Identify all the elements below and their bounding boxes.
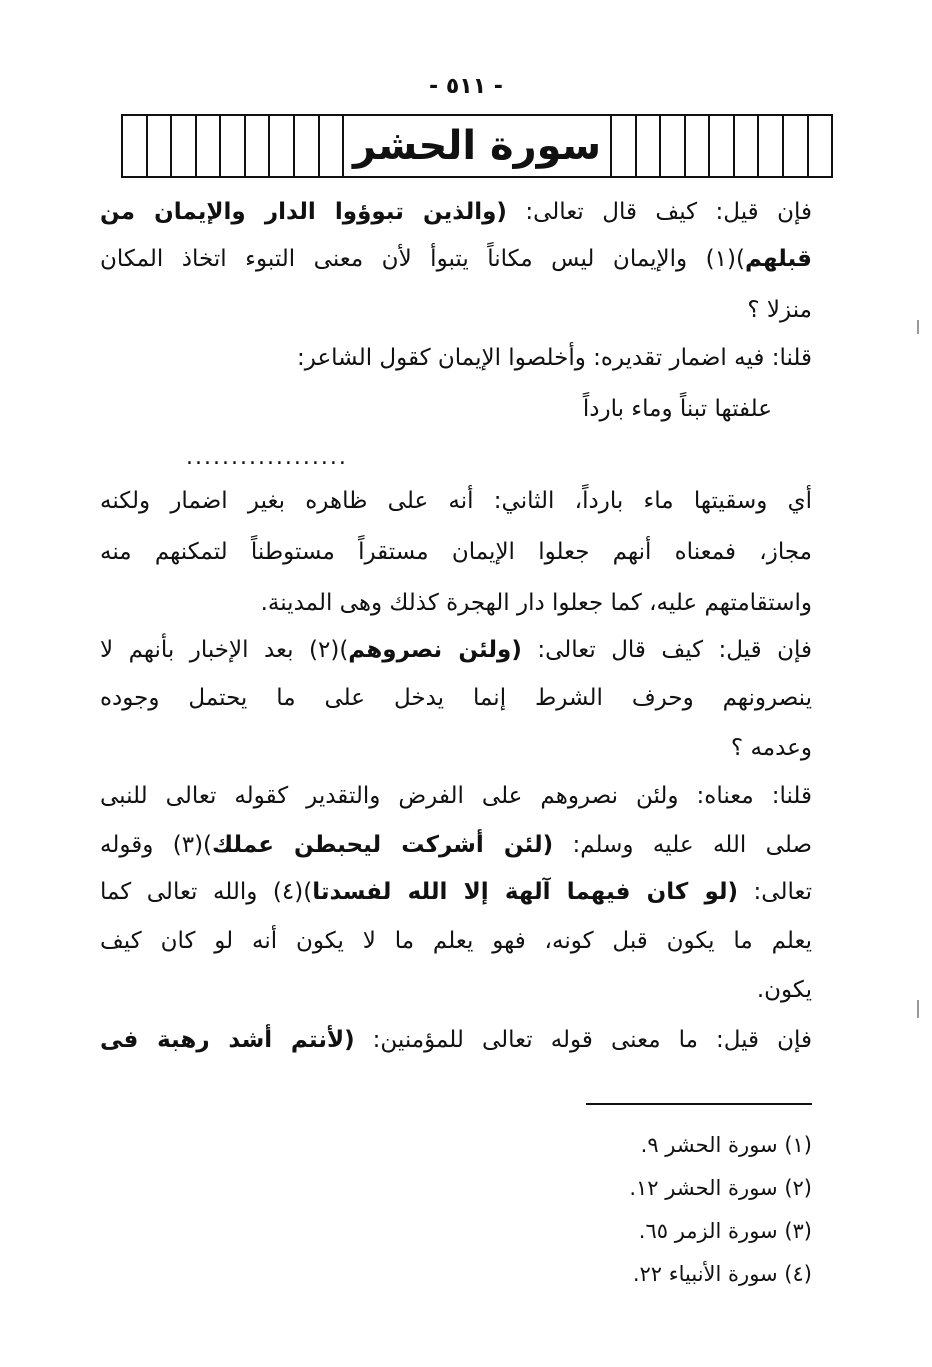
text-run: واستقامتهم عليه، كما جعلوا دار الهجرة كذلك وهى المدينة. — [260, 590, 812, 616]
text-run: )(١) والإيمان ليس مكاناً يتبوأ لأن معنى التبوء اتخاذ المكان — [100, 246, 745, 272]
text-line — [100, 630, 812, 670]
text-line — [100, 532, 812, 572]
title-banner — [121, 114, 833, 178]
text-line — [100, 239, 812, 279]
footnote-item: (٣) سورة الزمر ٦٥. — [638, 1219, 812, 1243]
text-run: فإن قيل: كيف قال تعالى: — [521, 637, 812, 663]
banner-decoration-left — [123, 116, 342, 176]
text-run: تعالى: — [738, 879, 812, 905]
quran-quote: قبلهم — [744, 246, 812, 272]
text-run: ينصرونهم وحرف الشرط إنما يدخل على ما يحتمل وجوده — [100, 685, 812, 711]
text-run: مجاز، فمعناه أنهم جعلوا الإيمان مستقراً مستوطناً لتمكنهم منه — [100, 539, 812, 565]
text-run: )(٤) والله تعالى كما — [100, 879, 313, 905]
text-line — [100, 1020, 812, 1060]
surah-title: سورة الحشر — [342, 116, 612, 176]
text-run: وعدمه ؟ — [730, 735, 812, 761]
quran-quote: (والذين تبوؤوا الدار والإيمان من — [100, 199, 507, 225]
footnote-separator — [586, 1103, 812, 1105]
scan-artifact — [917, 1000, 919, 1018]
text-line — [100, 338, 812, 378]
text-run: فإن قيل: ما معنى قوله تعالى للمؤمنين: — [354, 1027, 812, 1053]
text-run: منزلا ؟ — [747, 297, 812, 323]
text-run: يعلم ما يكون قبل كونه، فهو يعلم ما لا يكون أنه لو كان كيف — [100, 928, 812, 954]
text-run: فإن قيل: كيف قال تعالى: — [506, 199, 812, 225]
footnote-item: (٤) سورة الأنبياء ٢٢. — [632, 1262, 812, 1286]
quran-quote: (ولئن نصروهم — [348, 637, 522, 663]
text-run: قلنا: فيه اضمار تقديره: وأخلصوا الإيمان كقول الشاعر: — [297, 345, 812, 371]
text-line — [100, 583, 812, 623]
quran-quote: (لئن أشركت ليحبطن عملك — [212, 832, 554, 858]
text-line — [100, 970, 812, 1010]
text-run: قلنا: معناه: ولئن نصروهم على الفرض والتقدير كقوله تعالى للنبى — [100, 783, 812, 809]
text-line — [100, 825, 812, 865]
text-run: )(٢) بعد الإخبار بأنهم لا — [100, 637, 349, 663]
text-line — [100, 481, 812, 521]
text-run: يكون. — [756, 977, 812, 1003]
text-run: أي وسقيتها ماء بارداً، الثاني: أنه على ظاهره بغير اضمار ولكنه — [100, 488, 812, 514]
text-line — [100, 728, 812, 768]
text-line — [100, 872, 812, 912]
text-line — [100, 678, 812, 718]
footnote-item: (٢) سورة الحشر ١٢. — [629, 1176, 812, 1200]
scan-artifact — [917, 320, 919, 334]
banner-decoration-right — [612, 116, 831, 176]
text-line — [100, 192, 812, 232]
footnote-item: (١) سورة الحشر ٩. — [640, 1133, 812, 1157]
text-run: )(٣) وقوله — [100, 832, 213, 858]
verse-ellipsis: .................. — [186, 445, 348, 470]
text-line — [100, 776, 812, 816]
text-line — [100, 290, 812, 330]
quran-quote: (لأنتم أشد رهبة فى — [100, 1027, 355, 1053]
page-number: - ٥١١ - — [429, 74, 503, 99]
quran-quote: (لو كان فيهما آلهة إلا الله لفسدتا — [312, 879, 739, 905]
poetry-verse: علفتها تبناً وماء بارداً — [582, 396, 772, 422]
text-run: صلى الله عليه وسلم: — [553, 832, 812, 858]
text-line — [100, 921, 812, 961]
